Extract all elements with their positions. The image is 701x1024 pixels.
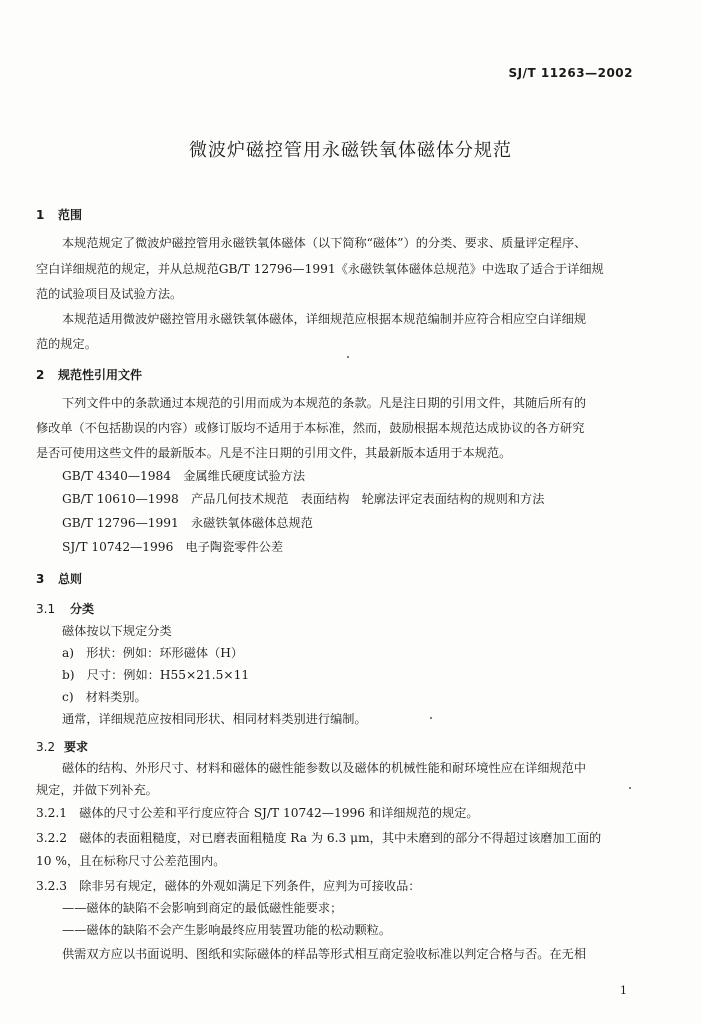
- clause-3-2-2: 3.2.2 磁体的表面粗糙度，对已磨表面粗糙度 Ra 为 6.3 μm，其中未磨到的部分不得超过该磨加工面的: [36, 831, 602, 845]
- section-number: 2: [36, 368, 45, 382]
- reference-item: GB/T 4340—1984 金属维氏硬度试验方法: [62, 469, 306, 483]
- section-2-heading: [36, 366, 142, 383]
- paragraph-line: 空白详细规范的规定，并从总规范GB/T 12796—1991《永磁铁氧体磁体总规范》中选取了适合于详细规: [36, 262, 604, 276]
- section-number: 3: [36, 572, 45, 586]
- paragraph-line: 是否可使用这些文件的最新版本。凡是不注日期的引用文件，其最新版本适用于本规范。: [36, 446, 512, 460]
- paragraph-line: 供需双方应以书面说明、图纸和实际磁体的样品等形式相互商定验收标准以判定合格与否。在无相: [62, 947, 587, 961]
- clause-3-2-3: 3.2.3 除非另有规定，磁体的外观如满足下列条件，应判为可接收品：: [36, 879, 421, 893]
- clause-3-2-2-cont: 10 %，且在标称尺寸公差范围内。: [36, 854, 226, 868]
- paragraph-line: 磁体按以下规定分类: [62, 624, 172, 638]
- section-title: 范围: [58, 208, 83, 222]
- list-item: c) 材料类别。: [62, 690, 147, 704]
- scan-speck: [347, 356, 349, 358]
- subsection-3-1-heading: [36, 600, 94, 617]
- section-number: 1: [36, 208, 45, 222]
- section-title: 分类: [70, 602, 95, 616]
- reference-item: GB/T 12796—1991 永磁铁氧体磁体总规范: [62, 516, 313, 530]
- page-number: 1: [620, 984, 627, 997]
- list-item: a) 形状：例如：环形磁体（H）: [62, 646, 244, 660]
- dash-item: ——磁体的缺陷不会产生影响最终应用装置功能的松动颗粒。: [62, 923, 392, 937]
- section-3-heading: [36, 570, 82, 587]
- section-title: 要求: [64, 740, 89, 754]
- section-title: 规范性引用文件: [58, 368, 143, 382]
- section-number: 3.2: [36, 740, 56, 754]
- paragraph-line: 下列文件中的条款通过本规范的引用而成为本规范的条款。凡是注日期的引用文件，其随后所有的: [62, 396, 587, 410]
- section-1-heading: [36, 206, 82, 223]
- document-title: 微波炉磁控管用永磁铁氧体磁体分规范: [189, 140, 512, 161]
- paragraph-line: 本规范规定了微波炉磁控管用永磁铁氧体磁体（以下简称“磁体”）的分类、要求、质量评定程序、: [62, 236, 587, 250]
- section-title: 总则: [58, 572, 83, 586]
- standard-code: SJ/T 11263—2002: [508, 66, 633, 80]
- scan-speck: [629, 787, 631, 789]
- paragraph-line: 通常，详细规范应按相同形状、相同材料类别进行编制。: [62, 712, 367, 726]
- paragraph-line: 范的试验项目及试验方法。: [36, 287, 183, 301]
- paragraph-line: 规定，并做下列补充。: [36, 783, 158, 797]
- section-number: 3.1: [36, 602, 56, 616]
- dash-item: ——磁体的缺陷不会影响到商定的最低磁性能要求；: [62, 901, 343, 915]
- subsection-3-2-heading: [36, 738, 88, 755]
- paragraph-line: 本规范适用微波炉磁控管用永磁铁氧体磁体，详细规范应根据本规范编制并应符合相应空白详细规: [62, 312, 587, 326]
- scan-speck: [430, 717, 432, 719]
- list-item: b) 尺寸：例如：H55×21.5×11: [62, 668, 250, 682]
- clause-3-2-1: 3.2.1 磁体的尺寸公差和平行度应符合 SJ/T 10742—1996 和详细规范的规定。: [36, 806, 479, 820]
- reference-item: SJ/T 10742—1996 电子陶瓷零件公差: [62, 540, 284, 554]
- paragraph-line: 磁体的结构、外形尺寸、材料和磁体的磁性能参数以及磁体的机械性能和耐环境性应在详细规范中: [62, 761, 587, 775]
- paragraph-line: 范的规定。: [36, 337, 97, 351]
- reference-item: GB/T 10610—1998 产品几何技术规范 表面结构 轮廓法评定表面结构的规则和方法: [62, 492, 545, 506]
- paragraph-line: 修改单（不包括勘误的内容）或修订版均不适用于本标准，然而，鼓励根据本规范达成协议的各方研究: [36, 421, 585, 435]
